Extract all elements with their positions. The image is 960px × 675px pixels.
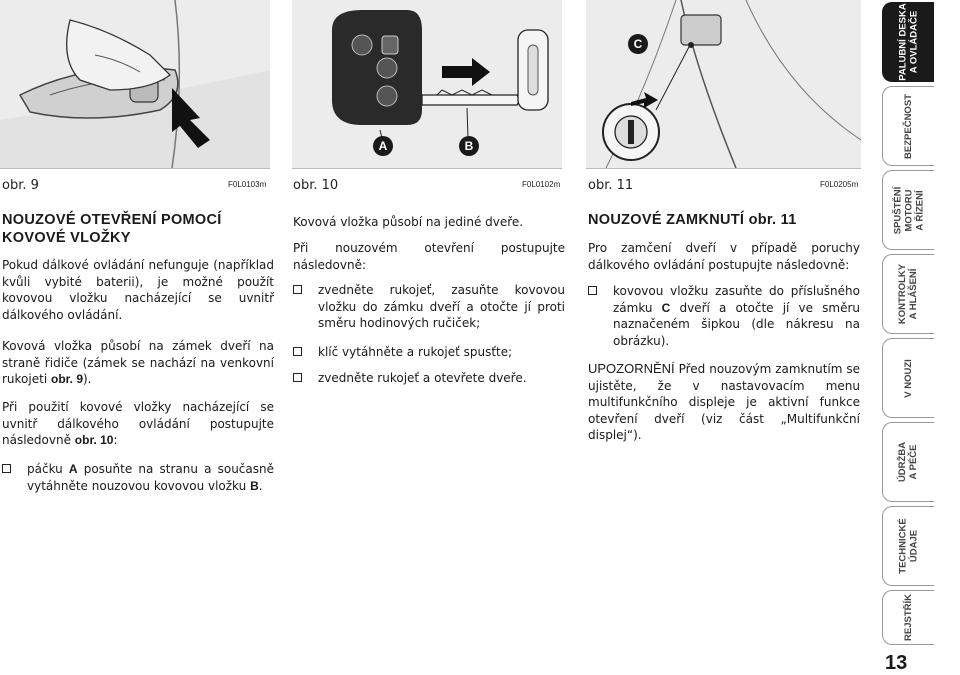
paragraph-driver-lock: Kovová vložka působí na zámek dveří na straně řidiče (zámek se nachází na venkovní rukojeti obr. 9). xyxy=(2,339,274,386)
checkbox-bullet-icon xyxy=(293,373,302,382)
figure-9-code: F0L0103m xyxy=(228,180,267,189)
checkbox-bullet-icon xyxy=(293,285,302,294)
figure-10-label-a: A xyxy=(373,136,393,156)
figure-10-label-b: B xyxy=(459,136,479,156)
figure-11-code: F0L0205m xyxy=(820,180,859,189)
warning-paragraph: UPOZORNĚNÍ Před nouzovým zamknutím se ujistěte, že v nastavovacím menu multifunkčního displeje je aktivní funkce otevření dveří (viz část „Multifunkční displej“). xyxy=(588,361,860,442)
list-item: páčku A posuňte na stranu a současně vytáhněte nouzovou kovovou vložku B. xyxy=(2,461,274,494)
figure-10-caption: obr. 10 xyxy=(293,178,339,193)
figure-11-label-c: C xyxy=(628,34,648,54)
tab-maintenance-care[interactable]: ÚDRŽBA A PÉČE xyxy=(882,422,934,502)
tab-warnings-messages[interactable]: KONTROLKY A HLÁŠENÍ xyxy=(882,254,934,334)
list-item: klíč vytáhněte a rukojeť spusťte; xyxy=(293,344,565,361)
paragraph-emergency-procedure: Při nouzovém otevření postupujte následovně: xyxy=(293,241,565,272)
figure-11-door-lock xyxy=(586,0,861,169)
tab-dashboard-controls[interactable]: PALUBNÍ DESKA A OVLÁDAČE xyxy=(882,2,934,82)
section-heading-emergency-opening: NOUZOVÉ OTEVŘENÍ POMOCÍ KOVOVÉ VLOŽKY xyxy=(2,212,222,246)
tab-starting-driving[interactable]: SPUŠTĚNÍ MOTORU A ŘÍZENÍ xyxy=(882,170,934,250)
list-item: zvedněte rukojeť a otevřete dveře. xyxy=(293,370,565,387)
page-number: 13 xyxy=(885,652,908,674)
tab-safety[interactable]: BEZPEČNOST xyxy=(882,86,934,166)
checkbox-bullet-icon xyxy=(2,464,11,473)
tab-index[interactable]: REJSTŘÍK xyxy=(882,590,934,645)
ref-figure-9[interactable]: obr. 9 xyxy=(50,372,83,386)
tab-technical-data[interactable]: TECHNICKÉ ÚDAJE xyxy=(882,506,934,586)
list-item: kovovou vložku zasuňte do příslušného zámku C dveří a otočte jí ve směru naznačeném šipkou (dle nákresu na obrázku). xyxy=(588,283,860,349)
paragraph-remote-fails: Pokud dálkové ovládání nefunguje (například kvůli vybité baterii), je možné použít kovovou vložku nacházející se uvnitř dálkového ovládání. xyxy=(2,258,274,322)
ref-figure-10[interactable]: obr. 10 xyxy=(74,433,114,447)
figure-10-code: F0L0102m xyxy=(522,180,561,189)
figure-10-key xyxy=(292,0,562,169)
paragraph-locking-procedure: Pro zamčení dveří v případě poruchy dálkového ovládání postupujte následovně: xyxy=(588,241,860,272)
checkbox-bullet-icon xyxy=(293,347,302,356)
paragraph-using-insert: Při použití kovové vložky nacházející se uvnitř dálkového ovládání postupujte následovně obr. 10: xyxy=(2,400,274,447)
figure-9-door-handle xyxy=(0,0,270,169)
list-item: zvedněte rukojeť, zasuňte kovovou vložku do zámku dveří a otočte jí proti směru hodinových ručiček; xyxy=(293,282,565,332)
paragraph-single-door: Kovová vložka působí na jediné dveře. xyxy=(293,215,524,229)
tab-emergency[interactable]: V NOUZI xyxy=(882,338,934,418)
checkbox-bullet-icon xyxy=(588,286,597,295)
warning-label: UPOZORNĚNÍ xyxy=(588,361,675,376)
figure-11-caption: obr. 11 xyxy=(588,178,634,193)
section-heading-emergency-locking: NOUZOVÉ ZAMKNUTÍ obr. 11 xyxy=(588,212,797,228)
figure-9-caption: obr. 9 xyxy=(2,178,39,193)
